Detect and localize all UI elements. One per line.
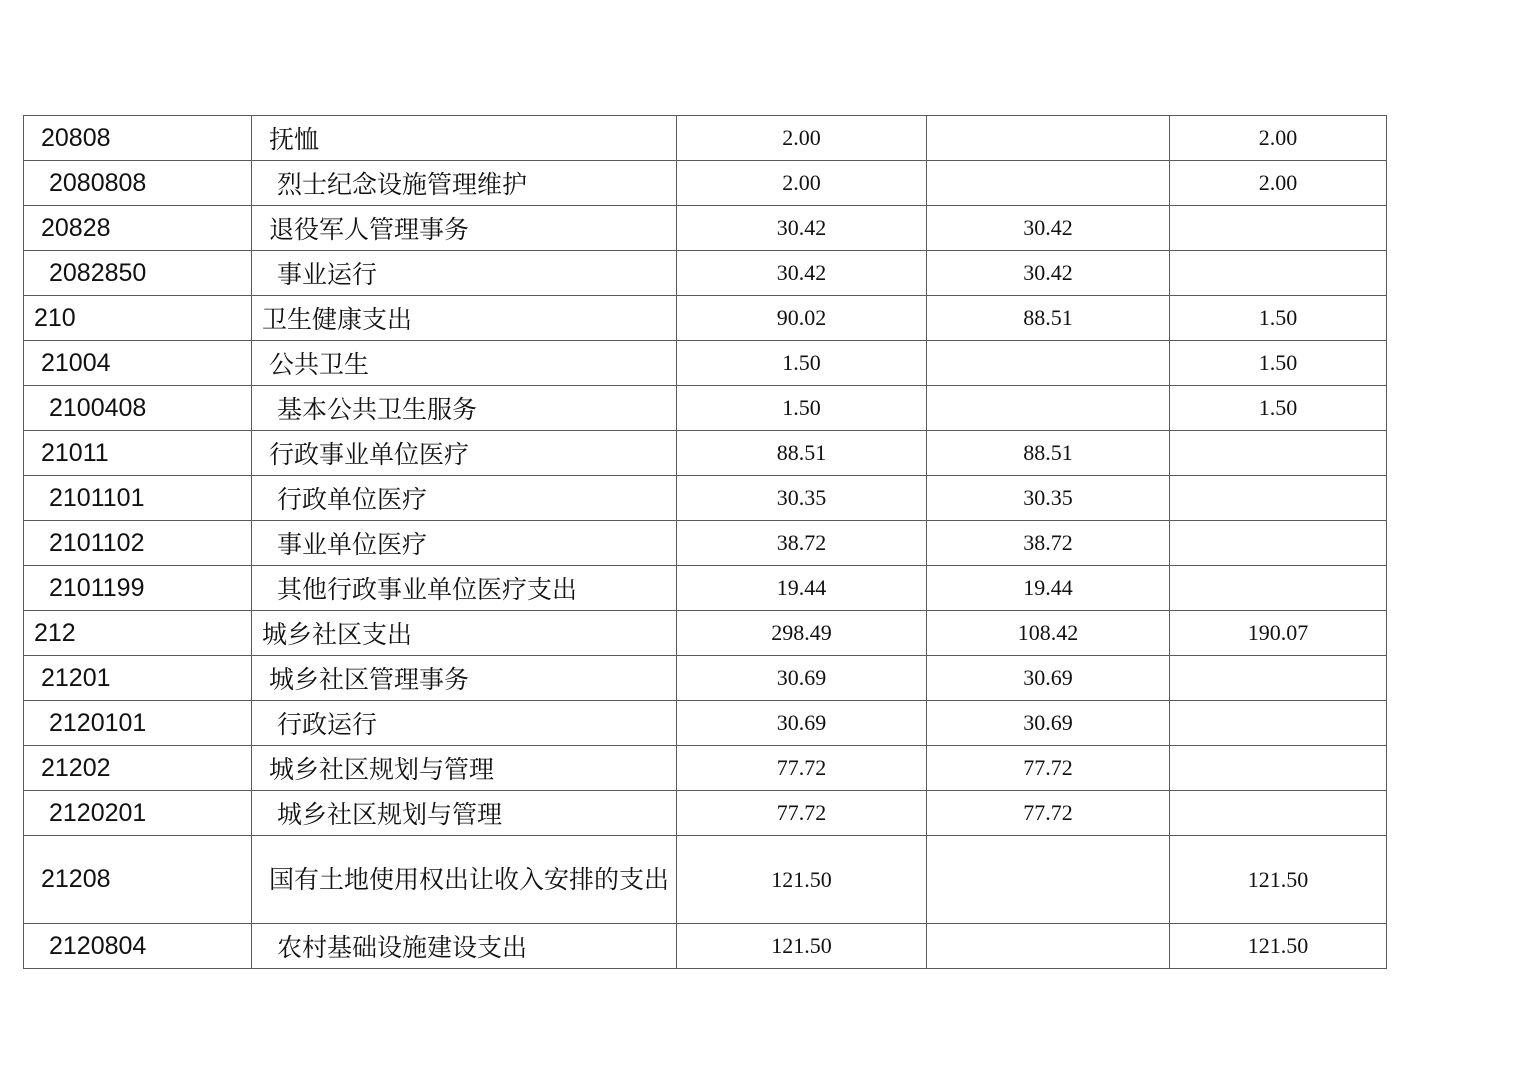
basic-expenditure-cell [927, 386, 1170, 431]
table-body [24, 116, 1387, 969]
basic-expenditure-cell: 38.72 [927, 521, 1170, 566]
subject-name-cell: 其他行政事业单位医疗支出 [252, 566, 677, 611]
subject-code-cell: 21004 [24, 341, 252, 386]
subject-name-cell: 城乡社区管理事务 [252, 656, 677, 701]
basic-expenditure-cell: 88.51 [927, 296, 1170, 341]
total-amount-cell: 1.50 [677, 386, 927, 431]
subject-code-cell: 2080808 [24, 161, 252, 206]
basic-expenditure-cell: 77.72 [927, 746, 1170, 791]
table-row [24, 836, 1387, 924]
total-amount-cell: 121.50 [677, 924, 927, 969]
subject-name-cell: 基本公共卫生服务 [252, 386, 677, 431]
table-row [24, 341, 1387, 386]
basic-expenditure-cell: 88.51 [927, 431, 1170, 476]
subject-code-cell: 2120201 [24, 791, 252, 836]
table-row [24, 656, 1387, 701]
subject-name-cell: 事业运行 [252, 251, 677, 296]
subject-name-cell: 行政单位医疗 [252, 476, 677, 521]
project-expenditure-cell [1170, 701, 1387, 746]
table-row [24, 746, 1387, 791]
basic-expenditure-cell: 108.42 [927, 611, 1170, 656]
total-amount-cell: 30.42 [677, 251, 927, 296]
project-expenditure-cell [1170, 791, 1387, 836]
total-amount-cell: 38.72 [677, 521, 927, 566]
budget-expenditure-table [23, 115, 1387, 969]
table-row [24, 161, 1387, 206]
subject-code-cell: 21202 [24, 746, 252, 791]
project-expenditure-cell: 2.00 [1170, 161, 1387, 206]
basic-expenditure-cell [927, 836, 1170, 924]
table-row [24, 701, 1387, 746]
subject-name-cell: 城乡社区支出 [252, 611, 677, 656]
subject-name-cell: 城乡社区规划与管理 [252, 746, 677, 791]
total-amount-cell: 19.44 [677, 566, 927, 611]
subject-name-cell: 退役军人管理事务 [252, 206, 677, 251]
project-expenditure-cell: 2.00 [1170, 116, 1387, 161]
basic-expenditure-cell [927, 924, 1170, 969]
table-row [24, 116, 1387, 161]
project-expenditure-cell [1170, 746, 1387, 791]
basic-expenditure-cell [927, 116, 1170, 161]
basic-expenditure-cell: 30.35 [927, 476, 1170, 521]
basic-expenditure-cell [927, 161, 1170, 206]
total-amount-cell: 77.72 [677, 791, 927, 836]
total-amount-cell: 30.69 [677, 701, 927, 746]
subject-name-cell: 抚恤 [252, 116, 677, 161]
total-amount-cell: 30.42 [677, 206, 927, 251]
total-amount-cell: 1.50 [677, 341, 927, 386]
subject-name-cell: 烈士纪念设施管理维护 [252, 161, 677, 206]
basic-expenditure-cell: 30.42 [927, 206, 1170, 251]
total-amount-cell: 90.02 [677, 296, 927, 341]
subject-code-cell: 20828 [24, 206, 252, 251]
table-row [24, 386, 1387, 431]
subject-code-cell: 2120101 [24, 701, 252, 746]
subject-code-cell: 210 [24, 296, 252, 341]
project-expenditure-cell [1170, 431, 1387, 476]
table-row [24, 206, 1387, 251]
subject-name-cell: 卫生健康支出 [252, 296, 677, 341]
subject-code-cell: 21208 [24, 836, 252, 924]
table-row [24, 296, 1387, 341]
table-row [24, 251, 1387, 296]
project-expenditure-cell: 1.50 [1170, 341, 1387, 386]
project-expenditure-cell [1170, 566, 1387, 611]
subject-code-cell: 2101102 [24, 521, 252, 566]
table-row [24, 521, 1387, 566]
subject-code-cell: 2101199 [24, 566, 252, 611]
subject-name-cell: 行政运行 [252, 701, 677, 746]
project-expenditure-cell: 190.07 [1170, 611, 1387, 656]
total-amount-cell: 2.00 [677, 116, 927, 161]
project-expenditure-cell: 121.50 [1170, 924, 1387, 969]
subject-name-cell: 城乡社区规划与管理 [252, 791, 677, 836]
project-expenditure-cell: 1.50 [1170, 386, 1387, 431]
basic-expenditure-cell: 30.69 [927, 656, 1170, 701]
subject-code-cell: 21201 [24, 656, 252, 701]
table-row [24, 476, 1387, 521]
project-expenditure-cell [1170, 521, 1387, 566]
total-amount-cell: 77.72 [677, 746, 927, 791]
subject-name-cell: 国有土地使用权出让收入安排的支出 [252, 836, 677, 924]
total-amount-cell: 2.00 [677, 161, 927, 206]
subject-code-cell: 21011 [24, 431, 252, 476]
project-expenditure-cell: 121.50 [1170, 836, 1387, 924]
table-row [24, 791, 1387, 836]
table-row [24, 431, 1387, 476]
table-row [24, 566, 1387, 611]
subject-name-cell: 公共卫生 [252, 341, 677, 386]
subject-name-cell: 行政事业单位医疗 [252, 431, 677, 476]
basic-expenditure-cell: 77.72 [927, 791, 1170, 836]
subject-code-cell: 2120804 [24, 924, 252, 969]
basic-expenditure-cell: 30.69 [927, 701, 1170, 746]
project-expenditure-cell [1170, 251, 1387, 296]
project-expenditure-cell: 1.50 [1170, 296, 1387, 341]
subject-code-cell: 2082850 [24, 251, 252, 296]
total-amount-cell: 30.69 [677, 656, 927, 701]
subject-name-cell: 事业单位医疗 [252, 521, 677, 566]
project-expenditure-cell [1170, 476, 1387, 521]
total-amount-cell: 30.35 [677, 476, 927, 521]
total-amount-cell: 298.49 [677, 611, 927, 656]
total-amount-cell: 88.51 [677, 431, 927, 476]
subject-code-cell: 2101101 [24, 476, 252, 521]
table-row [24, 924, 1387, 969]
basic-expenditure-cell: 19.44 [927, 566, 1170, 611]
subject-code-cell: 20808 [24, 116, 252, 161]
total-amount-cell: 121.50 [677, 836, 927, 924]
project-expenditure-cell [1170, 656, 1387, 701]
subject-name-cell: 农村基础设施建设支出 [252, 924, 677, 969]
project-expenditure-cell [1170, 206, 1387, 251]
table-row [24, 611, 1387, 656]
basic-expenditure-cell [927, 341, 1170, 386]
basic-expenditure-cell: 30.42 [927, 251, 1170, 296]
subject-code-cell: 212 [24, 611, 252, 656]
subject-code-cell: 2100408 [24, 386, 252, 431]
